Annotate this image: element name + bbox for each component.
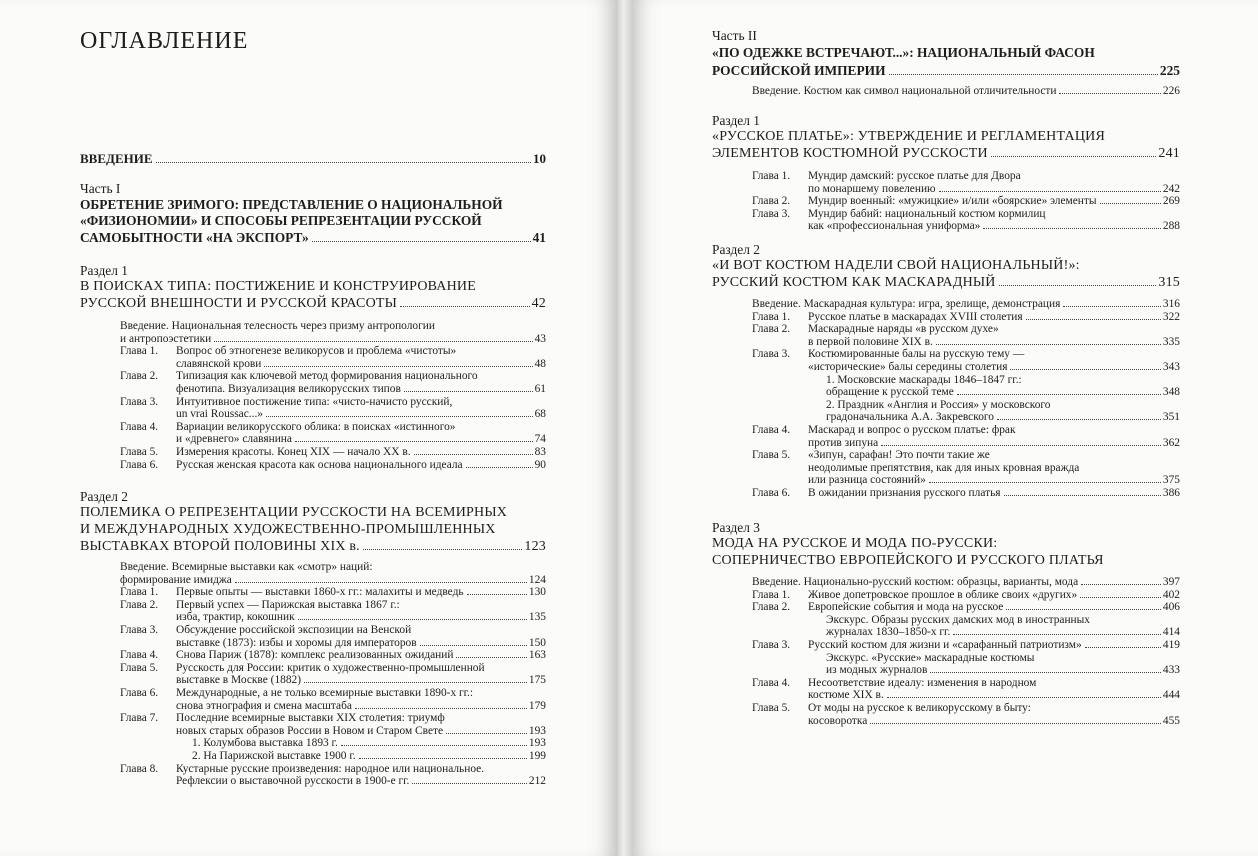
entry-page: 242	[1162, 182, 1180, 195]
chapter-label: Глава 1.	[120, 345, 159, 358]
entry-page: 124	[528, 573, 546, 586]
entry-page: 68	[534, 408, 546, 421]
chapter-label: Глава 5.	[120, 661, 159, 674]
toc-entry-line: Маскарад и вопрос о русском платье: фрак	[808, 424, 1016, 436]
toc-entry-line: выставке (1873): избы и хоромы для императоров 150	[176, 636, 546, 649]
section-title-line: СОПЕРНИЧЕСТВО ЕВРОПЕЙСКОГО И РУССКОГО ПЛАТЬЯ	[712, 553, 1104, 568]
entry-page: 179	[528, 699, 546, 712]
chapter-label: Глава 6.	[120, 458, 159, 471]
chapter-label: Глава 4.	[120, 649, 159, 662]
chapter-label: Глава 2.	[752, 323, 791, 336]
toc-intro-entry	[80, 152, 546, 166]
entry-page: 193	[528, 724, 546, 737]
entry-page: 414	[1162, 626, 1180, 639]
toc-entry-line: Вопрос об этногенезе великорусов и проблема «чистоты»	[176, 345, 457, 358]
toc-entry-line: Русская женская красота как основа национального идеала 90	[176, 458, 546, 471]
right-page	[632, 0, 1258, 856]
part-title-line: «ПО ОДЕЖКЕ ВСТРЕЧАЮТ...»: НАЦИОНАЛЬНЫЙ ФАСОН	[712, 45, 1095, 60]
entry-page: 433	[1162, 664, 1180, 677]
toc-entry-line: Введение. Маскарадная культура: игра, зрелище, демонстрация 316	[752, 298, 1180, 310]
toc-entry-line: Вариации великорусского облика: в поисках «истинного»	[176, 420, 456, 433]
chapter-label: Глава 5.	[752, 449, 791, 462]
section-title-line: МОДА НА РУССКОЕ И МОДА ПО-РУССКИ:	[712, 536, 998, 551]
chapter-label: Глава 4.	[752, 676, 791, 689]
toc-entry-line: и антропоэстетики 43	[120, 332, 546, 345]
toc-entry-line: 2. На Парижской выставке 1900 г. 199	[192, 750, 546, 762]
section-title-line: ПОЛЕМИКА О РЕПРЕЗЕНТАЦИИ РУССКОСТИ НА ВСЕМИРНЫХ	[80, 505, 508, 520]
chapter-label: Глава 1.	[752, 170, 791, 182]
chapter-label: Глава 6.	[752, 487, 791, 499]
toc-entry-line: косоворотка 455	[808, 714, 1180, 727]
toc-entry-line: Обсуждение российской экспозиции на Венской	[176, 624, 412, 636]
book-gutter	[616, 0, 632, 856]
toc-entry-line: Первые опыты — выставки 1860-х гг.: малахиты и медведь 130	[176, 586, 546, 599]
toc-entry-line: Измерения красоты. Конец XIX — начало XX в. 83	[176, 446, 546, 458]
toc-entry-line: журналах 1830–1850-х гг. 414	[826, 626, 1180, 639]
toc-entry-line: Международные, а не только всемирные выставки 1890-х гг.:	[176, 687, 474, 699]
toc-entry-line: Интуитивное постижение типа: «чисто-начисто русский,	[176, 395, 453, 408]
part-title-line: САМОБЫТНОСТИ «НА ЭКСПОРТ» 41	[80, 230, 546, 245]
toc-entry-line: От моды на русское к великорусскому в быту:	[808, 702, 1031, 714]
entry-page: 397	[1162, 576, 1180, 588]
chapter-label: Глава 3.	[752, 348, 791, 361]
chapter-label: Глава 2.	[752, 195, 791, 208]
toc-entry-line: против зипуна 362	[808, 436, 1180, 449]
toc-entry-line: выставке в Москве (1882) 175	[176, 674, 546, 687]
toc-entry-line: 1. Колумбова выставка 1893 г. 193	[192, 737, 546, 750]
section-label: Раздел 2	[712, 242, 760, 257]
entry-page: 83	[534, 446, 546, 458]
toc-entry-line: и «древнего» славянина 74	[176, 433, 546, 446]
chapter-label: Глава 5.	[752, 702, 791, 714]
toc-entry-line: Экскурс. Образы русских дамских мод в иностранных	[826, 613, 1091, 626]
toc-entry-line: Живое допетровское прошлое в облике своих «других» 402	[808, 588, 1180, 601]
entry-page: 288	[1162, 220, 1180, 233]
entry-page: 362	[1162, 436, 1180, 449]
section-title-line: И МЕЖДУНАРОДНЫХ ХУДОЖЕСТВЕННО-ПРОМЫШЛЕННЫХ	[80, 522, 496, 537]
entry-page: 419	[1162, 639, 1180, 651]
toc-entry-line: Введение. Национально-русский костюм: образцы, варианты, мода 397	[752, 576, 1180, 588]
page-title: ОГЛАВЛЕНИЕ	[80, 28, 249, 54]
toc-entry-line: обращение к русской теме 348	[826, 386, 1180, 399]
toc-entry-line: Маскарадные наряды «в русском духе»	[808, 323, 999, 336]
entry-page: 163	[528, 649, 546, 662]
toc-entry-line: un vrai Roussac...» 68	[176, 408, 546, 421]
section-title-line: РУССКИЙ КОСТЮМ КАК МАСКАРАДНЫЙ 315	[712, 275, 1180, 290]
chapter-label: Глава 3.	[120, 395, 159, 408]
chapter-label: Глава 7.	[120, 712, 159, 725]
entry-page: 375	[1162, 474, 1180, 487]
toc-entry-line: фенотипа. Визуализация великорусских типов 61	[176, 383, 546, 395]
left-page	[0, 0, 616, 856]
entry-page: 386	[1162, 487, 1180, 499]
entry-page: 193	[528, 737, 546, 750]
entry-page: 212	[528, 775, 546, 788]
toc-entry-line: Мундир военный: «мужицкие» и/или «боярские» элементы 269	[808, 195, 1180, 208]
chapter-label: Глава 4.	[752, 424, 791, 436]
chapter-label: Глава 1.	[752, 310, 791, 323]
section-title-line: «И ВОТ КОСТЮМ НАДЕЛИ СВОЙ НАЦИОНАЛЬНЫЙ!»:	[712, 258, 1080, 273]
section-title-line: РУССКОЙ ВНЕШНОСТИ И РУССКОЙ КРАСОТЫ 42	[80, 296, 546, 311]
section-title-line: В ПОИСКАХ ТИПА: ПОСТИЖЕНИЕ И КОНСТРУИРОВАНИЕ	[80, 279, 476, 294]
entry-page: 90	[534, 458, 546, 471]
section-label: Раздел 1	[712, 113, 760, 128]
toc-entry-line: костюме XIX в. 444	[808, 689, 1180, 702]
chapter-label: Глава 3.	[752, 207, 791, 220]
chapter-label: Глава 1.	[120, 586, 159, 599]
entry-page: 48	[534, 357, 546, 370]
part-page: 41	[532, 230, 546, 245]
toc-entry-line: формирование имиджа 124	[120, 573, 546, 586]
entry-page: 175	[528, 674, 546, 687]
toc-entry-line: Введение. Всемирные выставки как «смотр» наций:	[120, 561, 373, 573]
chapter-label: Глава 3.	[120, 624, 159, 636]
toc-entry-line: или разница состояний» 375	[808, 474, 1180, 487]
toc-entry-line: Мундир дамский: русское платье для Двора	[808, 170, 1021, 182]
chapter-label: Глава 2.	[120, 370, 159, 383]
intro-title: ВВЕДЕНИЕ	[80, 151, 153, 166]
entry-page: 130	[528, 586, 546, 599]
entry-page: 269	[1162, 195, 1180, 208]
section-label: Раздел 1	[80, 263, 128, 278]
chapter-label: Глава 2.	[752, 601, 791, 614]
section-title-line: ВЫСТАВКАХ ВТОРОЙ ПОЛОВИНЫ XIX в. 123	[80, 539, 546, 554]
chapter-label: Глава 2.	[120, 598, 159, 611]
section-title-line: «РУССКОЕ ПЛАТЬЕ»: УТВЕРЖДЕНИЕ И РЕГЛАМЕНТАЦИЯ	[712, 129, 1105, 144]
entry-page: 150	[528, 636, 546, 649]
entry-page: 43	[534, 332, 546, 345]
toc-entry-line: Последние всемирные выставки XIX столетия: триумф	[176, 712, 445, 725]
entry-page: 74	[534, 433, 546, 446]
toc-entry-line: по монаршему повелению 242	[808, 182, 1180, 195]
section-title-line: ЭЛЕМЕНТОВ КОСТЮМНОЙ РУССКОСТИ 241	[712, 146, 1180, 161]
part-title-line: ОБРЕТЕНИЕ ЗРИМОГО: ПРЕДСТАВЛЕНИЕ О НАЦИОНАЛЬНОЙ	[80, 197, 503, 212]
chapter-label: Глава 3.	[752, 639, 791, 651]
intro-page: 10	[533, 151, 546, 166]
chapter-label: Глава 5.	[120, 446, 159, 458]
toc-entry-line: славянской крови 48	[176, 357, 546, 370]
toc-entry: Введение. Костюм как символ национальной отличительности 226	[752, 85, 1180, 97]
toc-entry-line: Типизация как ключевой метод формирования национального	[176, 370, 478, 383]
chapter-label: Глава 4.	[120, 420, 159, 433]
toc-entry-line: Первый успех — Парижская выставка 1867 г.:	[176, 598, 400, 611]
toc-entry-line: Рефлексии о выставочной русскости в 1900-е гг. 212	[176, 775, 546, 788]
part-title-line: РОССИЙСКОЙ ИМПЕРИИ 225	[712, 63, 1180, 78]
toc-entry-line: из модных журналов 433	[826, 664, 1180, 677]
part-label: Часть I	[80, 181, 121, 196]
toc-entry-line: «исторические» балы середины столетия 343	[808, 361, 1180, 373]
entry-page: 135	[528, 611, 546, 624]
toc-entry-line: Европейские события и мода на русское 406	[808, 601, 1180, 614]
entry-page: 335	[1162, 335, 1180, 348]
part-title-line: «ФИЗИОНОМИИ» И СПОСОБЫ РЕПРЕЗЕНТАЦИИ РУССКОЙ	[80, 213, 482, 228]
section-page: 123	[524, 539, 546, 554]
entry-page: 406	[1162, 601, 1180, 614]
toc-entry-line: 1. Московские маскарады 1846–1847 гг.:	[826, 373, 1022, 386]
toc-entry-line: Костюмированные балы на русскую тему —	[808, 348, 1025, 361]
chapter-label: Глава 6.	[120, 687, 159, 699]
toc-entry-line: Экскурс. «Русские» маскарадные костюмы	[826, 651, 1035, 664]
section-page: 42	[531, 296, 546, 311]
toc-entry-line: 2. Праздник «Англия и Россия» у московского	[826, 398, 1051, 411]
entry-page: 444	[1162, 689, 1180, 702]
entry-page: 351	[1162, 411, 1180, 424]
toc-entry-line: неодолимые препятствия, как для иных кровная вражда	[808, 461, 1080, 474]
entry-page: 61	[534, 383, 546, 395]
toc-entry-line: в первой половине XIX в. 335	[808, 335, 1180, 348]
entry-page: 316	[1162, 298, 1180, 310]
entry-page: 322	[1162, 310, 1180, 323]
toc-entry-line: как «профессиональная униформа» 288	[808, 220, 1180, 233]
toc-entry-line: В ожидании признания русского платья 386	[808, 487, 1180, 499]
toc-entry-line: Мундир бабий: национальный костюм кормилиц	[808, 207, 1046, 220]
section-label: Раздел 3	[712, 520, 760, 535]
toc-entry-line: изба, трактир, кокошник 135	[176, 611, 546, 624]
section-label: Раздел 2	[80, 489, 128, 504]
entry-page: 199	[528, 750, 546, 762]
toc-entry-line: Снова Париж (1878): комплекс реализованных ожиданий 163	[176, 649, 546, 662]
entry-page: 343	[1162, 361, 1180, 373]
chapter-label: Глава 8.	[120, 762, 159, 775]
section-page: 315	[1158, 275, 1180, 290]
entry-page: 402	[1162, 588, 1180, 601]
chapter-label: Глава 1.	[752, 588, 791, 601]
toc-entry-line: Русский костюм для жизни и «сарафанный патриотизм» 419	[808, 639, 1180, 651]
part-page: 225	[1159, 63, 1180, 78]
toc-entry-line: Несоответствие идеалу: изменения в народном	[808, 676, 1037, 689]
toc-entry-line: «Зипун, сарафан! Это почти такие же	[808, 449, 990, 462]
toc-entry-line: градоначальника А.А. Закревского 351	[826, 411, 1180, 424]
toc-entry-line: Русскость для России: критик о художественно-промышленной	[176, 661, 485, 674]
toc-entry-line: Введение. Национальная телесность через призму антропологии	[120, 320, 435, 332]
toc-entry-line: новых старых образов России в Новом и Старом Свете 193	[176, 724, 546, 737]
toc-entry-line: Русское платье в маскарадах XVIII столетия 322	[808, 310, 1180, 323]
entry-page: 455	[1162, 714, 1180, 727]
part-label: Часть II	[712, 28, 757, 43]
entry-page: 348	[1162, 386, 1180, 399]
toc-entry-line: Кустарные русские произведения: народное или национальное.	[176, 762, 485, 775]
section-page: 241	[1158, 146, 1180, 161]
toc-entry-line: снова этнография и смена масштаба 179	[176, 699, 546, 712]
